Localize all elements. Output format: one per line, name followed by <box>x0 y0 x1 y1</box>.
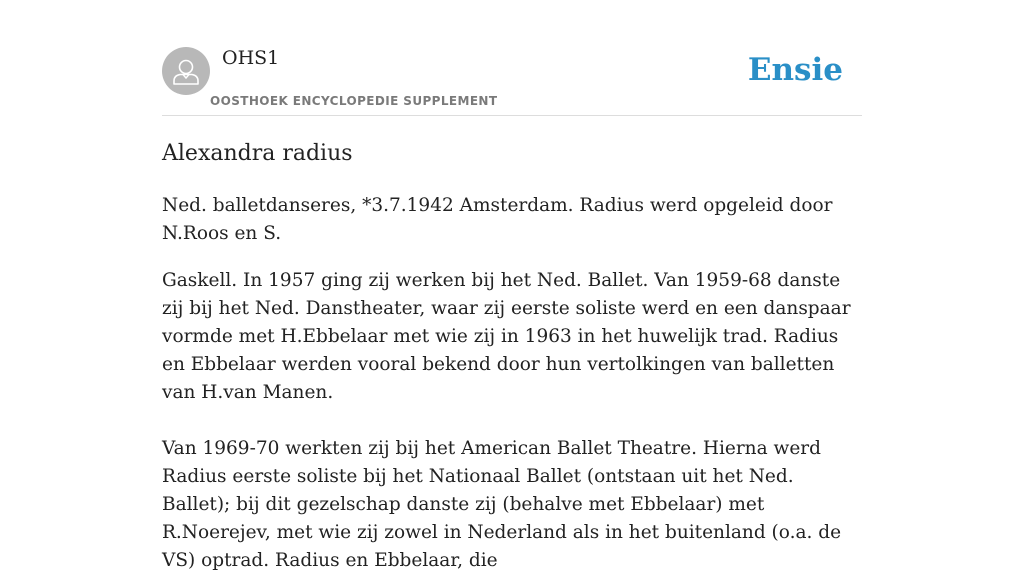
site-logo[interactable]: Ensie <box>747 52 843 88</box>
article <box>162 138 862 575</box>
article-title: Alexandra radius <box>162 141 353 166</box>
user-name[interactable]: OHS1 <box>222 47 280 69</box>
article-paragraph: Ned. balletdanseres, *3.7.1942 Amsterdam. Radius werd opgeleid door N.Roos en S. <box>162 195 833 244</box>
avatar[interactable] <box>162 47 210 95</box>
header <box>162 0 862 116</box>
publication-name[interactable]: OOSTHOEK ENCYCLOPEDIE SUPPLEMENT <box>210 94 498 108</box>
article-paragraph: Gaskell. In 1957 ging zij werken bij het Ned. Ballet. Van 1959-68 danste zij bij het Ned. Danstheater, waar zij eerste soliste werd en een danspaar vormde met H.Ebbelaar met wie zij in 1963 in het huwelijk trad. Radius en Ebbelaar werden vooral bekend door hun vertolkingen van balletten van H.van Manen. <box>162 270 851 403</box>
user-icon <box>162 47 210 95</box>
article-paragraph: Van 1969-70 werkten zij bij het American Ballet Theatre. Hierna werd Radius eerste soliste bij het Nationaal Ballet (ontstaan uit het Ned. Ballet); bij dit gezelschap danste zij (behalve met Ebbelaar) met R.Noerejev, met wie zij zowel in Nederland als in het buitenland (o.a. de VS) optrad. Radius en Ebbelaar, die <box>162 438 842 571</box>
